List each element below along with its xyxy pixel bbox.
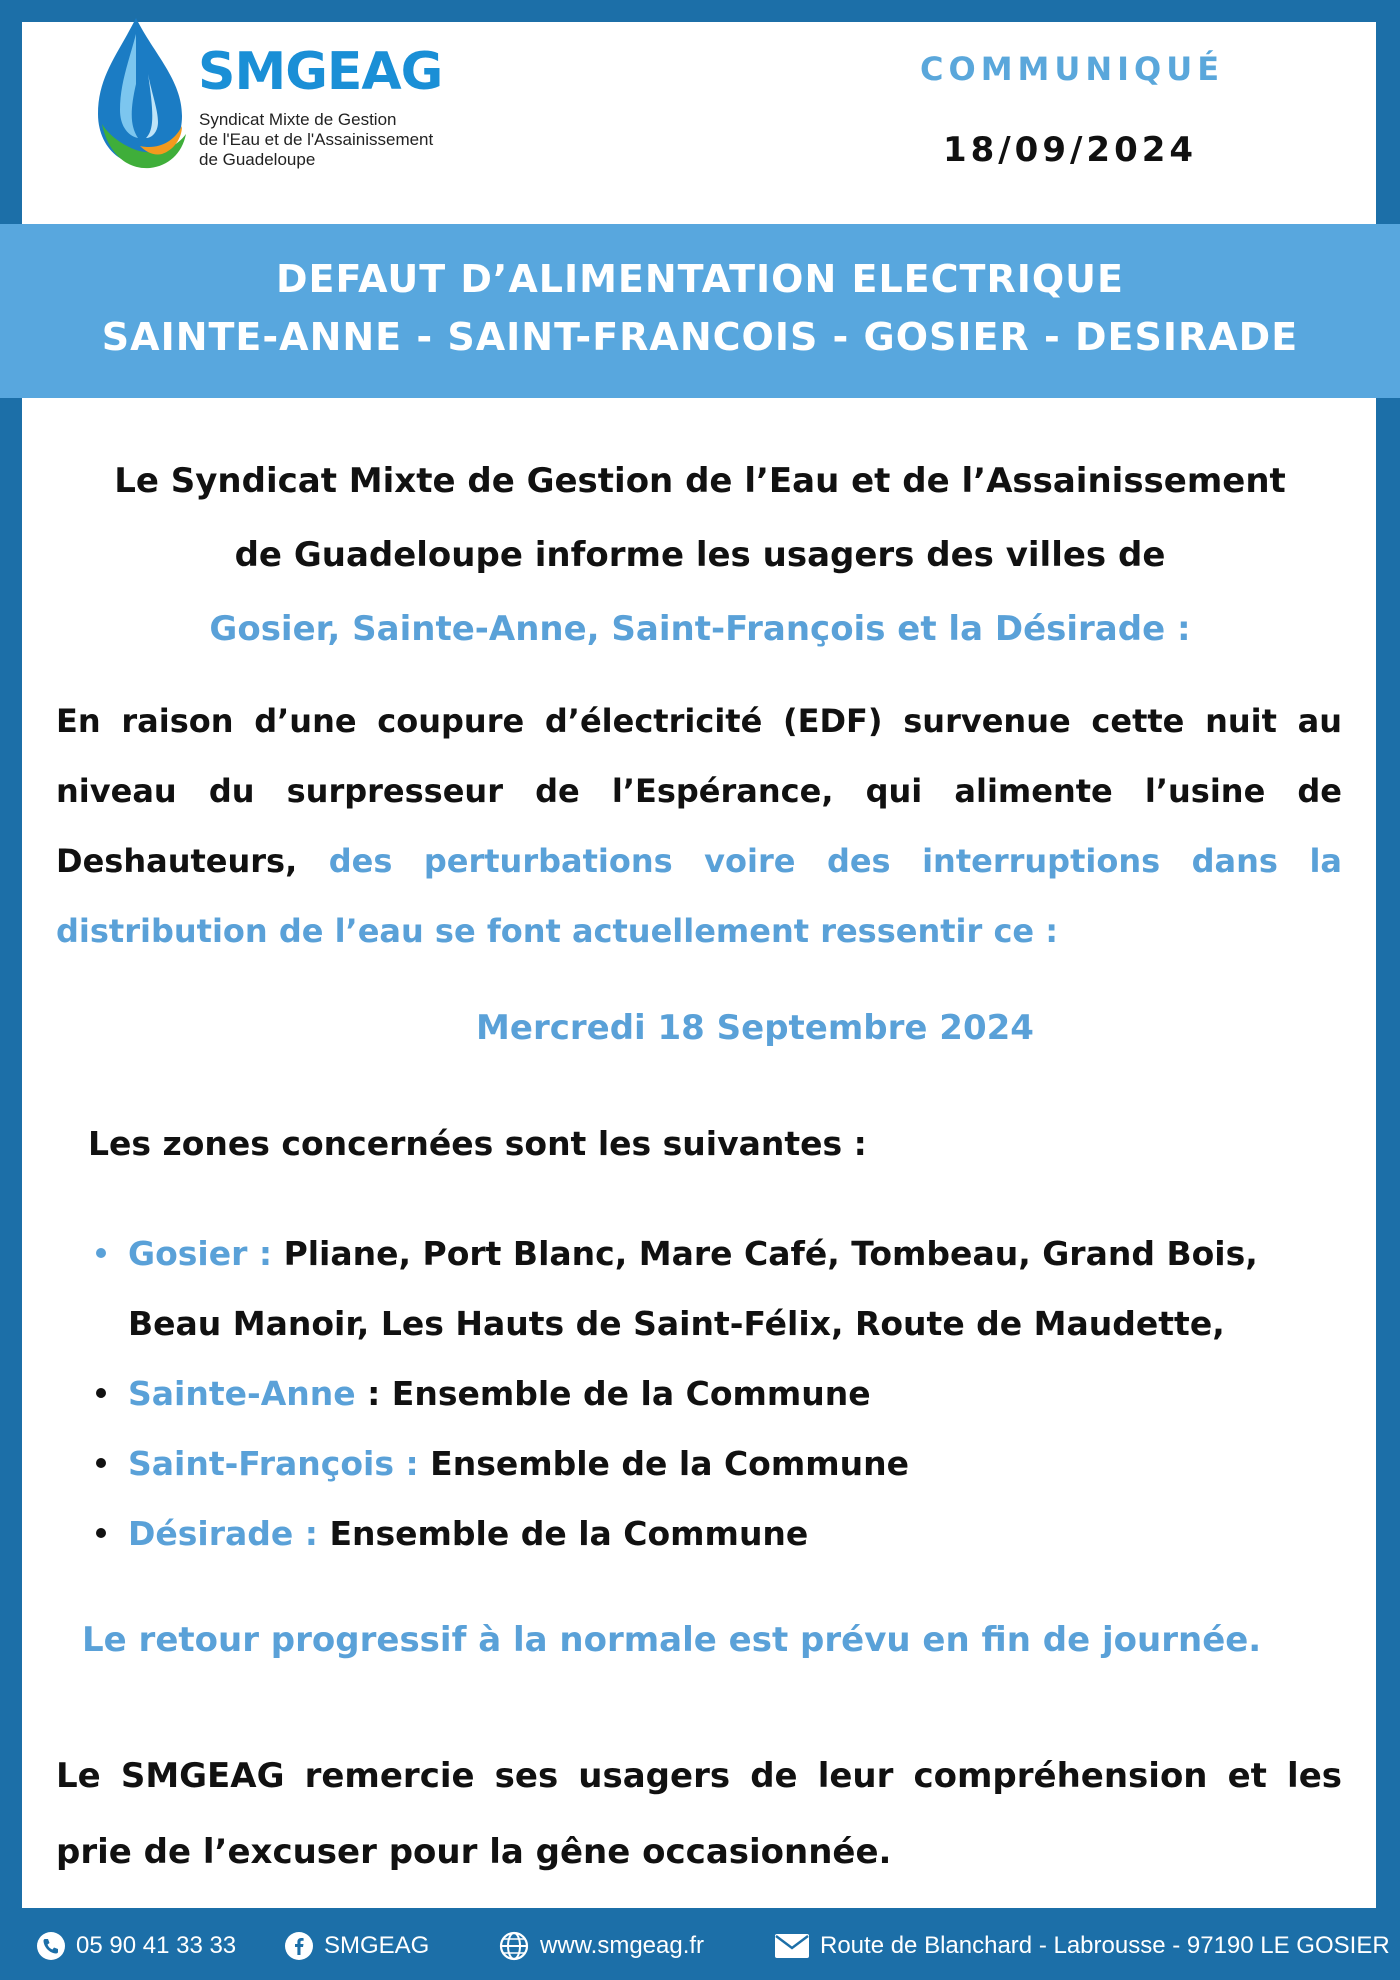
bullet-icon [96,1458,106,1468]
intro-line: de Guadeloupe informe les usagers des villes de [234,535,1166,575]
zone-areas: : Ensemble de la Commune [367,1374,871,1413]
water-drop-logo-icon [78,14,188,174]
postal-address: Route de Blanchard - Labrousse - 97190 LE GOSIER [820,1932,1390,1959]
list-item [96,1359,1356,1429]
phone-icon [36,1931,66,1961]
footer-bar [0,1908,1400,1980]
intro-line: Le Syndicat Mixte de Gestion de l’Eau et de l’Assainissement [114,461,1286,501]
zone-town: Gosier : [128,1234,273,1273]
banner-title: DEFAUT D’ALIMENTATION ELECTRIQUE [276,257,1124,301]
return-notice: Le retour progressif à la normale est prévu en fin de journée. [82,1620,1262,1660]
brand-tagline-line: de Guadeloupe [199,150,316,169]
footer-address [774,1930,1390,1962]
facebook-handle: SMGEAG [324,1932,430,1959]
website-url: www.smgeag.fr [540,1932,705,1959]
zone-town: Sainte-Anne [128,1374,356,1413]
zones-list [96,1219,1356,1569]
footer-website[interactable] [498,1930,704,1962]
zone-town: Désirade : [128,1514,318,1553]
list-item [96,1429,1356,1499]
list-item [96,1219,1356,1359]
globe-icon [498,1930,530,1962]
mail-icon [774,1933,810,1959]
intro-towns: Gosier, Sainte-Anne, Saint-François et la Désirade : [209,609,1191,649]
intro-block [40,444,1360,666]
closing-paragraph: Le SMGEAG remercie ses usagers de leur compréhension et les prie de l’excuser pour la gêne occasionnée. [56,1756,1342,1872]
facebook-icon [284,1931,314,1961]
document-type: COMMUNIQUÉ [920,50,1225,88]
zone-town: Saint-François : [128,1444,419,1483]
document-date: 18/09/2024 [942,130,1198,170]
zone-areas: Ensemble de la Commune [430,1444,909,1483]
brand-tagline-line: de l'Eau et de l'Assainissement [199,130,434,149]
main-paragraph [56,686,1342,966]
footer-phone[interactable] [36,1930,236,1962]
paragraph-impact: des perturbations voire des interruptions dans la distribution de l’eau se font actuellement ressentir ce : [56,842,1343,950]
title-banner [0,224,1400,398]
brand-tagline-line: Syndicat Mixte de Gestion [199,110,397,129]
brand-tagline [199,110,499,170]
zone-areas: Pliane, Port Blanc, Mare Café, Tombeau, Grand Bois, Beau Manoir, Les Hauts de Saint-Félix, Route de Maudette, [128,1234,1258,1343]
phone-number: 05 90 41 33 33 [76,1932,237,1959]
brand-name: SMGEAG [198,42,443,102]
zones-heading: Les zones concernées sont les suivantes : [88,1124,867,1163]
bullet-icon [96,1248,106,1258]
bullet-icon [96,1528,106,1538]
event-day: Mercredi 18 Septembre 2024 [476,1008,1034,1048]
list-item [96,1499,1356,1569]
banner-subtitle: SAINTE-ANNE - SAINT-FRANCOIS - GOSIER - DESIRADE [101,315,1299,359]
smgeag-logo [78,14,508,184]
paragraph-cause: En raison d’une coupure d’électricité (EDF) survenue cette nuit au niveau du surpresseur de l’Espérance, qui alimente l’usine de Deshauteurs, [56,702,1342,880]
zone-areas: Ensemble de la Commune [329,1514,809,1553]
footer-facebook[interactable] [284,1930,429,1962]
bullet-icon [96,1388,106,1398]
